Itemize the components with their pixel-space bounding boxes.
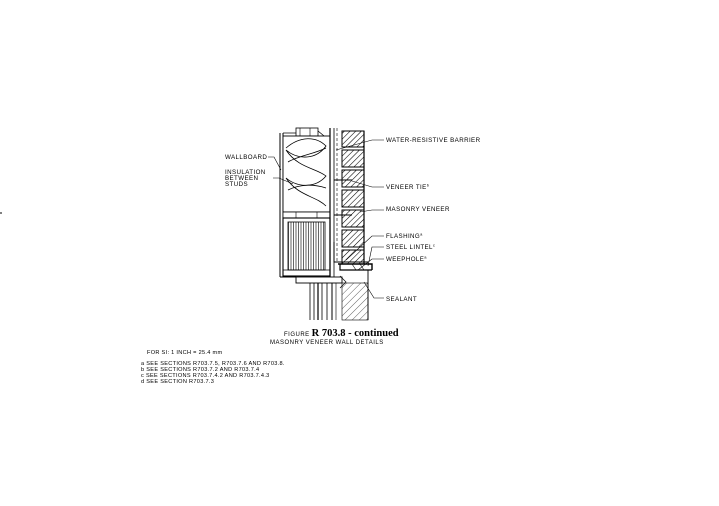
label-weephole: WEEPHOLE$^a$ <box>386 254 427 263</box>
note-c: c SEE SECTIONS R703.7.4.2 AND R703.7.4.3 <box>141 373 270 379</box>
label-insulation-line2: BETWEEN <box>225 175 259 182</box>
note-si-conversion: FOR SI: 1 INCH = 25.4 mm <box>147 350 223 356</box>
figure-caption: FIGURE R 703.8 - continued <box>284 328 399 339</box>
label-wallboard: WALLBOARD <box>225 154 268 161</box>
wall-section <box>268 128 384 320</box>
header-stud <box>283 212 330 276</box>
window-frame <box>296 270 368 320</box>
note-b: b SEE SECTIONS R703.7.2 AND R703.7.4 <box>141 367 260 373</box>
label-water-resistive-barrier: WATER-RESISTIVE BARRIER <box>386 137 481 144</box>
label-insulation-line1: INSULATION <box>225 169 266 176</box>
label-flashing: FLASHING$^a$ <box>386 231 423 240</box>
label-veneer-tie: VENEER TIE$^b$ <box>386 182 430 191</box>
insulation-batt <box>283 136 330 212</box>
label-masonry-veneer: MASONRY VENEER <box>386 206 450 213</box>
label-insulation-line3: STUDS <box>225 181 248 188</box>
masonry-veneer <box>342 131 364 264</box>
note-d: d SEE SECTION R703.7.3 <box>141 379 215 385</box>
figure-subtitle: MASONRY VENEER WALL DETAILS <box>270 340 384 346</box>
label-sealant: SEALANT <box>386 296 417 303</box>
note-a: a SEE SECTIONS R703.7.5, R703.7.6 AND R703.8. <box>141 361 285 367</box>
label-steel-lintel: STEEL LINTEL$^c$ <box>386 242 436 251</box>
